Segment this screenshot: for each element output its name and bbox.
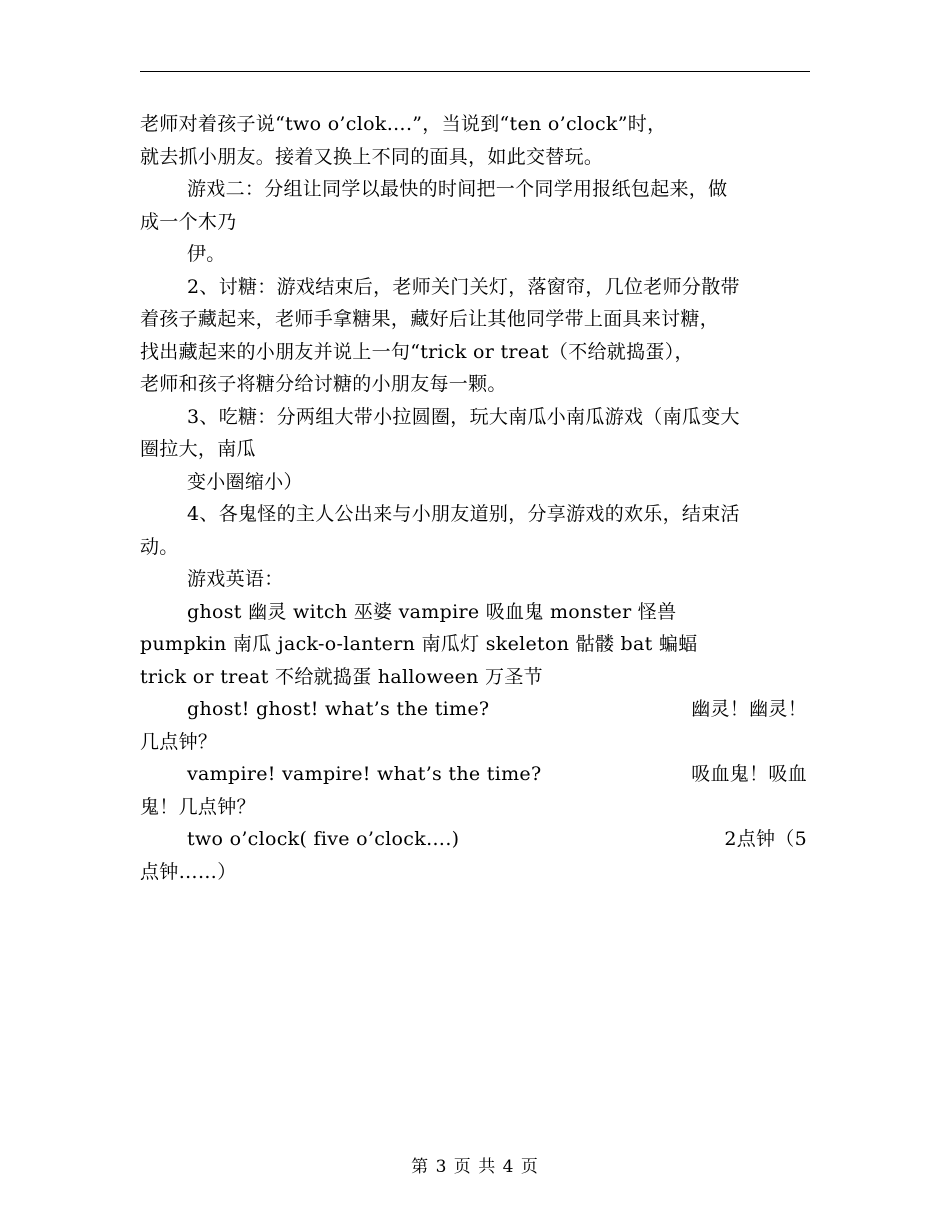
phrase-chinese: 吸血鬼！吸血 [691,763,807,785]
text-line: 2、讨糖：游戏结束后，老师关门关灯，落窗帘，几位老师分散带 [187,275,740,298]
text-line: 找出藏起来的小朋友并说上一句“trick or treat（不给就捣蛋）， [140,340,694,363]
vocab-line: trick or treat 不给就捣蛋 halloween 万圣节 [140,665,543,688]
page-number: 第 3 页 共 4 页 [411,1157,539,1177]
phrase-line [140,758,810,791]
phrase-english: ghost! ghost! what’s the time? [187,698,490,720]
text-line: 圈拉大，南瓜 [140,438,256,460]
text-line: 成一个木乃 [140,210,237,233]
text-line: 伊。 [187,243,226,265]
phrase-english: vampire! vampire! what’s the time? [187,763,542,785]
text-line: 就去抓小朋友。接着又换上不同的面具，如此交替玩。 [140,145,604,168]
phrase-line [140,823,810,856]
phrase-line [140,693,810,726]
text-line: 鬼！几点钟？ [140,795,256,818]
text-line: 动。 [140,535,179,558]
text-line: 老师和孩子将糖分给讨糖的小朋友每一颗。 [140,373,507,395]
text-line: 游戏英语： [187,568,284,590]
text-line: 着孩子藏起来，老师手拿糖果，藏好后让其他同学带上面具来讨糖， [140,308,720,330]
text-line: 游戏二：分组让同学以最快的时间把一个同学用报纸包起来，做 [187,178,728,200]
text-line: 4、各鬼怪的主人公出来与小朋友道别，分享游戏的欢乐，结束活 [187,503,740,525]
text-line: 几点钟？ [140,730,218,753]
phrase-chinese: 幽灵！幽灵！ [691,698,807,720]
text-line: 变小圈缩小） [187,470,303,493]
phrase-chinese: 2点钟（5 [724,828,807,850]
text-line: 点钟……） [140,860,237,883]
phrase-english: two o’clock( five o’clock….) [187,828,460,850]
header-rule [140,71,810,72]
text-line: 3、吃糖：分两组大带小拉圆圈，玩大南瓜小南瓜游戏（南瓜变大 [187,405,740,428]
vocab-line: ghost 幽灵 witch 巫婆 vampire 吸血鬼 monster 怪兽 [187,600,677,623]
document-body [140,108,810,888]
text-line: 老师对着孩子说“two o’clok….”，当说到“ten o’clock”时， [140,113,667,135]
vocab-line: pumpkin 南瓜 jack-o-lantern 南瓜灯 skeleton 骷髅 bat 蝙蝠 [140,633,698,655]
